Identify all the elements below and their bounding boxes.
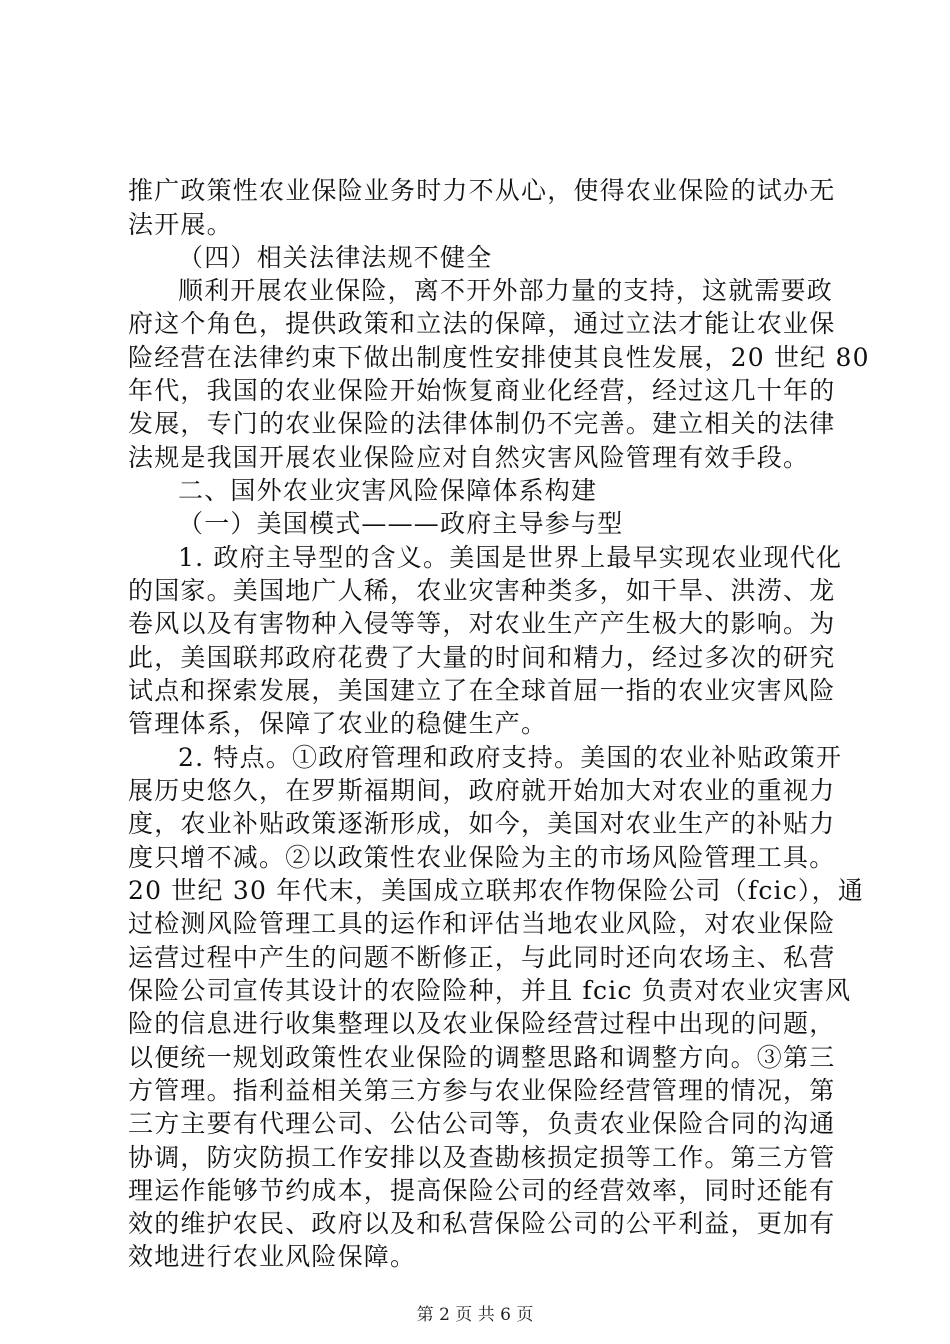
body-text-line: 保险公司宣传其设计的农险险种，并且 fcic 负责对农业灾害风 <box>128 976 852 1005</box>
section-heading: 二、国外农业灾害风险保障体系构建 <box>178 476 598 505</box>
body-text-line: 展历史悠久，在罗斯福期间，政府就开始加大对农业的重视力 <box>128 776 836 805</box>
body-text-line: 发展，专门的农业保险的法律体制仍不完善。建立相关的法律 <box>128 409 836 438</box>
body-text-line: 年代，我国的农业保险开始恢复商业化经营，经过这几十年的 <box>128 376 836 405</box>
subsection-heading: （一）美国模式———政府主导参与型 <box>178 509 624 538</box>
body-text-line: 法规是我国开展农业保险应对自然灾害风险管理有效手段。 <box>128 443 810 472</box>
section-heading: （四）相关法律法规不健全 <box>178 243 493 272</box>
body-text-line: 效地进行农业风险保障。 <box>128 1242 417 1271</box>
body-text-line: 2. 特点。①政府管理和政府支持。美国的农业补贴政策开 <box>178 743 843 772</box>
body-text-line: 法开展。 <box>128 210 233 239</box>
body-text-line: 效的维护农民、政府以及和私营保险公司的公平利益，更加有 <box>128 1209 836 1238</box>
body-text-line: 的国家。美国地广人稀，农业灾害种类多，如干旱、洪涝、龙 <box>128 576 836 605</box>
body-text-line: 度只增不减。②以政策性农业保险为主的市场风险管理工具。 <box>128 843 836 872</box>
body-text-line: 度，农业补贴政策逐渐形成，如今，美国对农业生产的补贴力 <box>128 809 836 838</box>
body-text-line: 1. 政府主导型的含义。美国是世界上最早实现农业现代化 <box>178 543 843 572</box>
body-text-line: 管理体系，保障了农业的稳健生产。 <box>128 709 548 738</box>
body-text-line: 试点和探索发展，美国建立了在全球首屈一指的农业灾害风险 <box>128 676 836 705</box>
body-text-line: 运营过程中产生的问题不断修正，与此同时还向农场主、私营 <box>128 943 836 972</box>
body-text-line: 顺利开展农业保险，离不开外部力量的支持，这就需要政 <box>178 276 834 305</box>
body-text-line: 方管理。指利益相关第三方参与农业保险经营管理的情况，第 <box>128 1076 836 1105</box>
body-text-line: 险经营在法律约束下做出制度性安排使其良性发展，20 世纪 80 <box>128 343 870 372</box>
body-text-line: 推广政策性农业保险业务时力不从心，使得农业保险的试办无 <box>128 176 836 205</box>
body-text-line: 以便统一规划政策性农业保险的调整思路和调整方向。③第三 <box>128 1043 836 1072</box>
body-text-line: 卷风以及有害物种入侵等等，对农业生产产生极大的影响。为 <box>128 609 836 638</box>
body-text-line: 协调，防灾防损工作安排以及查勘核损定损等工作。第三方管 <box>128 1143 836 1172</box>
body-text-line: 20 世纪 30 年代末，美国成立联邦农作物保险公司（fcic），通 <box>128 876 865 905</box>
body-text-line: 府这个角色，提供政策和立法的保障，通过立法才能让农业保 <box>128 309 836 338</box>
body-text-line: 三方主要有代理公司、公估公司等，负责农业保险合同的沟通 <box>128 1109 836 1138</box>
page-number-footer: 第 2 页 共 6 页 <box>416 1305 534 1325</box>
body-text-line: 此，美国联邦政府花费了大量的时间和精力，经过多次的研究 <box>128 643 836 672</box>
body-text-line: 过检测风险管理工具的运作和评估当地农业风险，对农业保险 <box>128 909 836 938</box>
body-text-line: 险的信息进行收集整理以及农业保险经营过程中出现的问题， <box>128 1009 836 1038</box>
body-text-line: 理运作能够节约成本，提高保险公司的经营效率，同时还能有 <box>128 1176 836 1205</box>
